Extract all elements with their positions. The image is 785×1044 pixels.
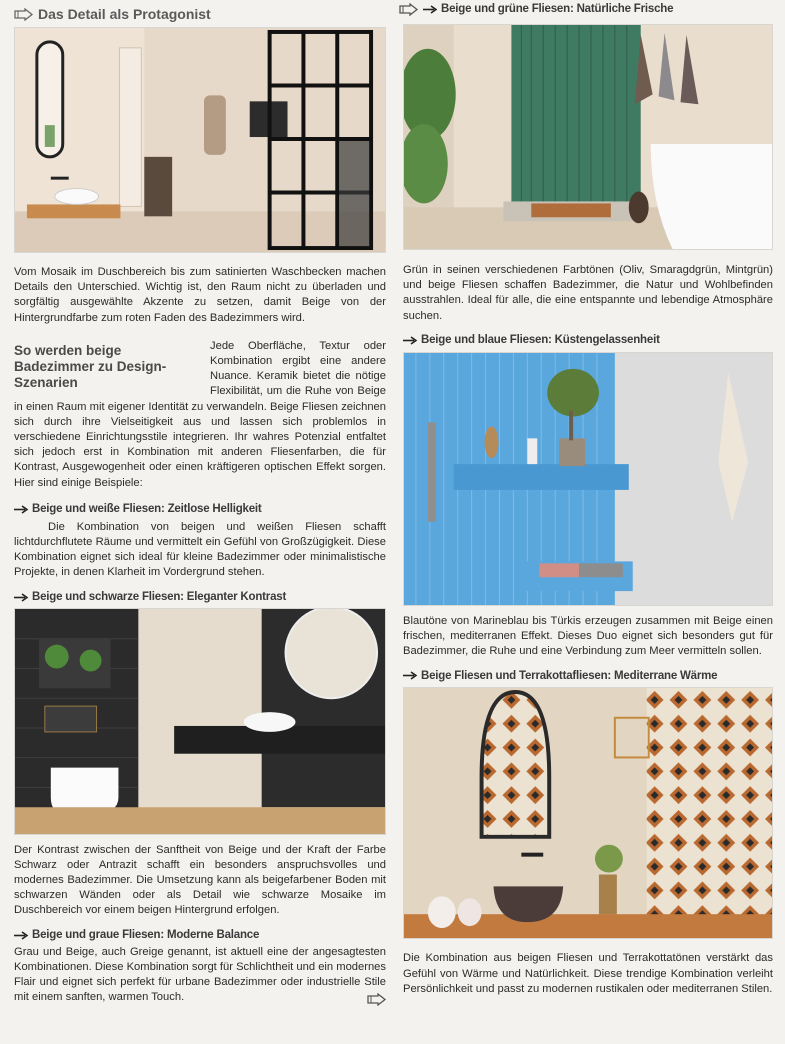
detail-paragraph: Vom Mosaik im Duschbereich bis zum satinierten Waschbecken machen Details den Unterschied. Wichtig ist, den Raum nicht zu überladen und sorgfältig ausgewählte Akzente zu setzen, damit Beige von der Hintergrundfarbe zum roten Faden des Badezimmers wird. <box>14 266 386 324</box>
heading-terracotta-label: Beige Fliesen und Terrakottafliesen: Mediterrane Wärme <box>421 669 718 682</box>
left-column <box>14 0 386 1005</box>
section-heading-detail <box>14 4 386 24</box>
white-paragraph: Die Kombination von beigen und weißen Fliesen schafft lichtdurchflutete Räume und vermittelt ein Gefühl von Großzügigkeit. Diese Kombination eignet sich ideal für kleine Badezimmer oder minimalistische Projekte, in denen Klarheit im Vordergrund stehen. <box>14 520 386 579</box>
arrow-right-icon <box>423 5 437 14</box>
arrow-right-icon <box>14 505 28 514</box>
photo-black-bathroom <box>14 608 386 835</box>
heading-white-label: Beige und weiße Fliesen: Zeitlose Helligkeit <box>32 503 262 516</box>
grey-paragraph: Grau und Beige, auch Greige genannt, ist aktuell eine der angesagtesten Kombinationen. Diese Kombination sorgt für Schlichtheit und ein modernes Flair und eignet sich perfekt für urbane Badezimmer oder industrielle Stile mit einem sanften, warmen Touch. <box>14 945 386 1004</box>
section-title: Das Detail als Protagonist <box>38 6 211 22</box>
heading-terracotta <box>403 668 773 683</box>
right-column <box>403 0 773 997</box>
heading-white <box>14 502 386 517</box>
design-section <box>14 339 386 491</box>
blue-paragraph: Blautöne von Marineblau bis Türkis erzeugen zusammen mit Beige einen frischen, mediterranen Effekt. Dieses Duo eignet sich besonders gut für Badezimmer, die Ruhe und eine Verbindung zum Meer vermitteln sollen. <box>403 614 773 658</box>
heading-green <box>403 1 773 17</box>
heading-blue-label: Beige und blaue Fliesen: Küstengelassenheit <box>421 334 660 347</box>
heading-grey-label: Beige und graue Fliesen: Moderne Balance <box>32 929 260 942</box>
arrow-right-icon <box>403 671 417 680</box>
arrow-outline-icon <box>367 993 387 1006</box>
green-paragraph: Grün in seinen verschiedenen Farbtönen (Oliv, Smaragdgrün, Mintgrün) und beige Fliesen schaffen Badezimmer, die Natur und Wohlbefinden ausstrahlen. Ideal für alle, die eine entspannte und lebendige Atmosphäre suchen. <box>403 264 773 322</box>
black-paragraph: Der Kontrast zwischen der Sanftheit von Beige und der Kraft der Farbe Schwarz oder Antrazit schafft ein besonders anspruchsvolles und modernes Badezimmer. Die Umsetzung kann als beigefarbener Boden mit schwarzen Wänden oder als Detail wie schwarze Mosaike im Duschbereich vor einem beigen Hintergrund erfolgen. <box>14 843 386 917</box>
heading-blue <box>403 333 773 348</box>
grey-block <box>14 945 386 1006</box>
heading-black-label: Beige und schwarze Fliesen: Eleganter Kontrast <box>32 591 287 604</box>
photo-beige-shower <box>14 27 386 253</box>
heading-black <box>14 590 386 605</box>
design-heading: So werden beige Badezimmer zu Design-Szenarien <box>14 342 167 390</box>
heading-grey <box>14 928 386 943</box>
arrow-outline-icon <box>399 3 419 16</box>
heading-green-label: Beige und grüne Fliesen: Natürliche Frische <box>441 3 674 15</box>
design-paragraph: Jede Oberfläche, Textur oder Kombination ergibt eine andere Nuance. Keramik bietet die nötige Flexibilität, um die Ruhe von Beige in einen Raum mit eigener Identität zu verwandeln. Beige Fliesen zeichnen sich durch ihre Vielseitigkeit aus und lassen sich problemlos in verschiedene Einrichtungsstile integrieren. Ihr wahres Potenzial entfaltet sich jedoch erst in Kombination mit anderen Fliesenfarben, die für Kontrast, Ausgewogenheit oder einen kräftigeren optischen Effekt sorgen. Hier sind einige Beispiele: <box>14 339 386 489</box>
arrow-right-icon <box>403 336 417 345</box>
terracotta-paragraph: Die Kombination aus beigen Fliesen und Terrakottatönen verstärkt das Gefühl von Wärme und Natürlichkeit. Diese trendige Kombination verleiht Persönlichkeit und passt zu modernen rustikalen oder mediterranen Stilen. <box>403 952 773 995</box>
arrow-right-icon <box>14 931 28 940</box>
photo-terracotta-bathroom <box>403 687 773 939</box>
arrow-outline-icon <box>14 8 34 21</box>
arrow-right-icon <box>14 593 28 602</box>
photo-blue-bathroom <box>403 352 773 606</box>
photo-green-bathroom <box>403 24 773 250</box>
